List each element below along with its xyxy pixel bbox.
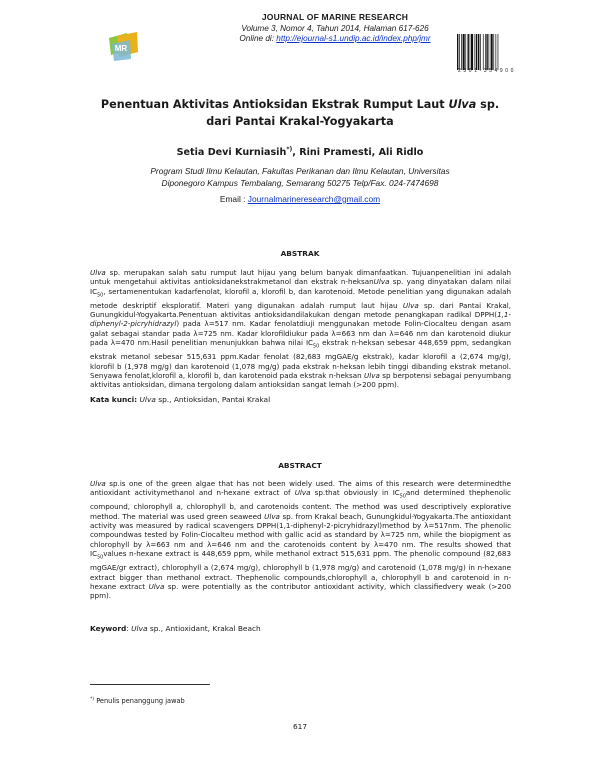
abstrak-dpph-chem: 1,1-diphenyl-2-picryhidrazyl [90,310,511,329]
abstrak-text-5: ) pada λ=517 nm. Kadar fenolatdiuji menggunakan metode Folin-Ciocalteu dengan asam galat sebagai standar pada λ=725 nm. Kadar klorofildiukur pada λ=663 nm dan λ=646 nm dan karotenoid diukur pada λ=470 nm.Hasil penelitian menunjukkan bahwa nilai IC [90,319,511,348]
abstract-ic-sub-1: 50 [399,494,406,500]
barcode-bar [478,34,479,70]
corresponding-mark: *) [286,146,293,153]
barcode-bar [468,34,469,70]
abstrak-text-7: sp berpotensi sebagai penyumbang aktivitas antioksidan, dimana tergolong dalam antioksidan sangat lemah (>200 ppm). [90,370,511,390]
kata-kunci-species: Ulva [139,395,156,404]
paper-title [90,96,510,130]
barcode-bar [496,34,497,70]
barcode-bar [489,34,490,70]
barcode-bar [498,34,499,70]
barcode-bar [491,34,493,70]
keyword-line [90,624,510,633]
journal-volume: Volume 3, Nomor 4, Tahun 2014, Halaman 617-626 [241,24,429,33]
abstract-ic-sub-2: 50 [97,555,104,561]
kata-kunci-colon: : [134,395,138,404]
abstract-body [90,479,511,601]
barcode-bar [476,34,477,70]
barcode-bar [457,34,458,70]
journal-name: JOURNAL OF MARINE RESEARCH [261,12,409,22]
abstract-text-2: sp.that obviously in IC [310,488,400,498]
journal-url-link[interactable]: http://ejournal-s1.undip.ac.id/index.php/jmr [276,34,431,43]
abstract-text-5: values n-hexane extract is 448,659 ppm, while methanol extract 515,631 ppm. The phenolic compound (82,683 mgGAE/gr extract), chlorophyll a (2,674 mg/g), chlorophyll b (1,978 mg/g) and carotenoid (1,078 mg/g) in n-hexane extract bigger than methanol extract. Thephenolic compounds,chlorophyll a, chlorophyll b and carotenoid in n-hexane extract [90,549,511,591]
email-link[interactable]: Journalmarineresearch@gmail.com [247,194,381,204]
abstrak-species-1: Ulva [90,268,106,277]
barcode-bar [480,34,481,70]
abstract-species-3: Ulva [264,511,280,521]
abstrak-text-2: sp. yang dinyatakan dalam nilai IC [90,277,511,296]
page-number: 617 [292,722,308,731]
author-list [90,146,510,158]
kata-kunci-label: Kata kunci [90,395,135,404]
footnote-mark: *) [90,697,95,702]
affiliation-line1: Program Studi Ilmu Kelautan, Fakultas Perikanan dan Ilmu Kelautan, Universitas [150,166,450,176]
author-first: Setia Devi Kurniasih [176,147,287,159]
barcode-bar [475,34,476,70]
abstract-species-1: Ulva [90,479,106,488]
journal-logo-icon [106,30,140,62]
barcode-bar [470,34,471,70]
abstrak-species-4: Ulva [364,370,380,380]
barcode-bar [485,34,486,70]
affiliation [90,165,510,189]
online-label: Online di: [239,34,274,43]
abstrak-text-6: ekstrak n-heksan sebesar 448,659 ppm, sedangkan ekstrak metanol sebesar 515,631 ppm.Kadar fenolat (82,683 mgGAE/g ekstrak), kadar klorofil a (2,674 mg/g), klorofil b (1,978 mg/g) dan karotenoid (1,078 mg/g) pada ekstrak n-heksan lebih tinggi dibanding ekstrak metanol. Senyawa fenolat,klorofil a, klorofil b, dan karotenoid pada ekstrak n-heksan [90,338,511,380]
abstrak-species-2: Ulva [373,277,390,287]
barcode-bar [471,34,473,70]
title-line1-prefix: Penentuan Aktivitas Antioksidan Ekstrak Rumput Laut [100,98,445,111]
barcode-bar [483,34,484,70]
keyword-rest: sp., Antioxidant, Krakal Beach [147,624,261,633]
abstract-species-4: Ulva [148,581,165,591]
kata-kunci-line [90,395,510,404]
email-label: Email : [219,194,246,204]
barcode-bar [463,34,465,70]
abstract-heading: ABSTRACT [278,461,322,470]
email-line [90,194,510,204]
abstrak-text-4: sp. dari Pantai Krakal, Gunungkidul-Yogyakarta.Penentuan aktivitas antioksidandilakukan dengan metode penangkapan radikal DPPH( [90,300,512,320]
abstrak-text-3: , sertamenentukan kadarfenolat, klorofil a, klorofil b, dan karotenoid. Metode penelitian yang digunakan adalah metode deskriptif eksploratif. Materi yang digunakan adalah rumput laut hijau [90,286,511,310]
abstrak-ic-sub-1: 50 [97,293,104,299]
keyword-species: Ulva [131,624,148,633]
keyword-colon: : [126,624,132,633]
abstrak-body [90,268,511,390]
affiliation-line2: Diponegoro Kampus Tembalang, Semarang 50275 Telp/Fax. 024-7474698 [161,178,439,188]
abstract-text-6: sp. were potentially as the contributor antioxidant activity, which classifiedvery weak (>200 ppm). [90,581,511,601]
abstrak-species-3: Ulva [402,300,419,310]
barcode-bar [486,34,487,70]
title-line2: dari Pantai Krakal-Yogyakarta [206,115,394,128]
abstract-text-1: sp.is one of the green algae that has not been widely used. The aims of this research were determinedthe antioxidant activitymethanol and n-hexane extract of [90,479,511,498]
abstract-text-3: and determined thephenolic compound, chlorophyll a, chlorophyll b, and carotenoids content. The method was used descriptively explorative method. The material was used green seaweed [90,488,511,521]
footnote-text: Penulis penanggung jawab [94,697,185,706]
barcode-bar [459,34,460,70]
abstract-text-4: sp. from Krakal beach, Gunungkidul-Yogyakarta.The antioxidant activity was measured by radical scavengers DPPH(1,1-diphenyl-2-picryhidrazyl)method by λ=517nm. The phenolic compoundwas tested by Folin-Ciocalteu method with gallic acid as standard by λ=725 nm, while the biopigment as chlorophyll by λ=663 nm and λ=646 nm and the carotenoids content by λ=470 nm. The results showed that IC [90,511,511,559]
abstrak-ic-sub-2: 50 [313,344,320,350]
title-line1-suffix: sp. [480,98,500,111]
barcode-bar [461,34,462,70]
footnote [90,697,185,705]
abstrak-text-1: sp. merupakan salah satu rumput laut hijau yang belum banyak dimanfaatkan. Tujuanpenelitian ini adalah untuk mengetahui aktivitas antioksidanekstrakmetanol dan ekstrak n-heksan [90,268,511,287]
svg-text:MR: MR [114,44,128,53]
abstract-species-2: Ulva [294,488,311,498]
footnote-divider [90,684,210,685]
abstrak-heading: ABSTRAK [280,249,320,258]
author-others: , Rini Pramesti, Ali Ridlo [292,147,424,159]
title-species: Ulva [448,98,477,111]
issn-number: 2 3 0 1 - 3 5 4 9 0 0 [458,68,514,74]
kata-kunci-rest: sp., Antioksidan, Pantai Krakal [155,395,271,404]
barcode-bar [493,34,494,70]
barcode-bar [465,34,466,70]
keyword-label: Keyword [90,624,127,633]
